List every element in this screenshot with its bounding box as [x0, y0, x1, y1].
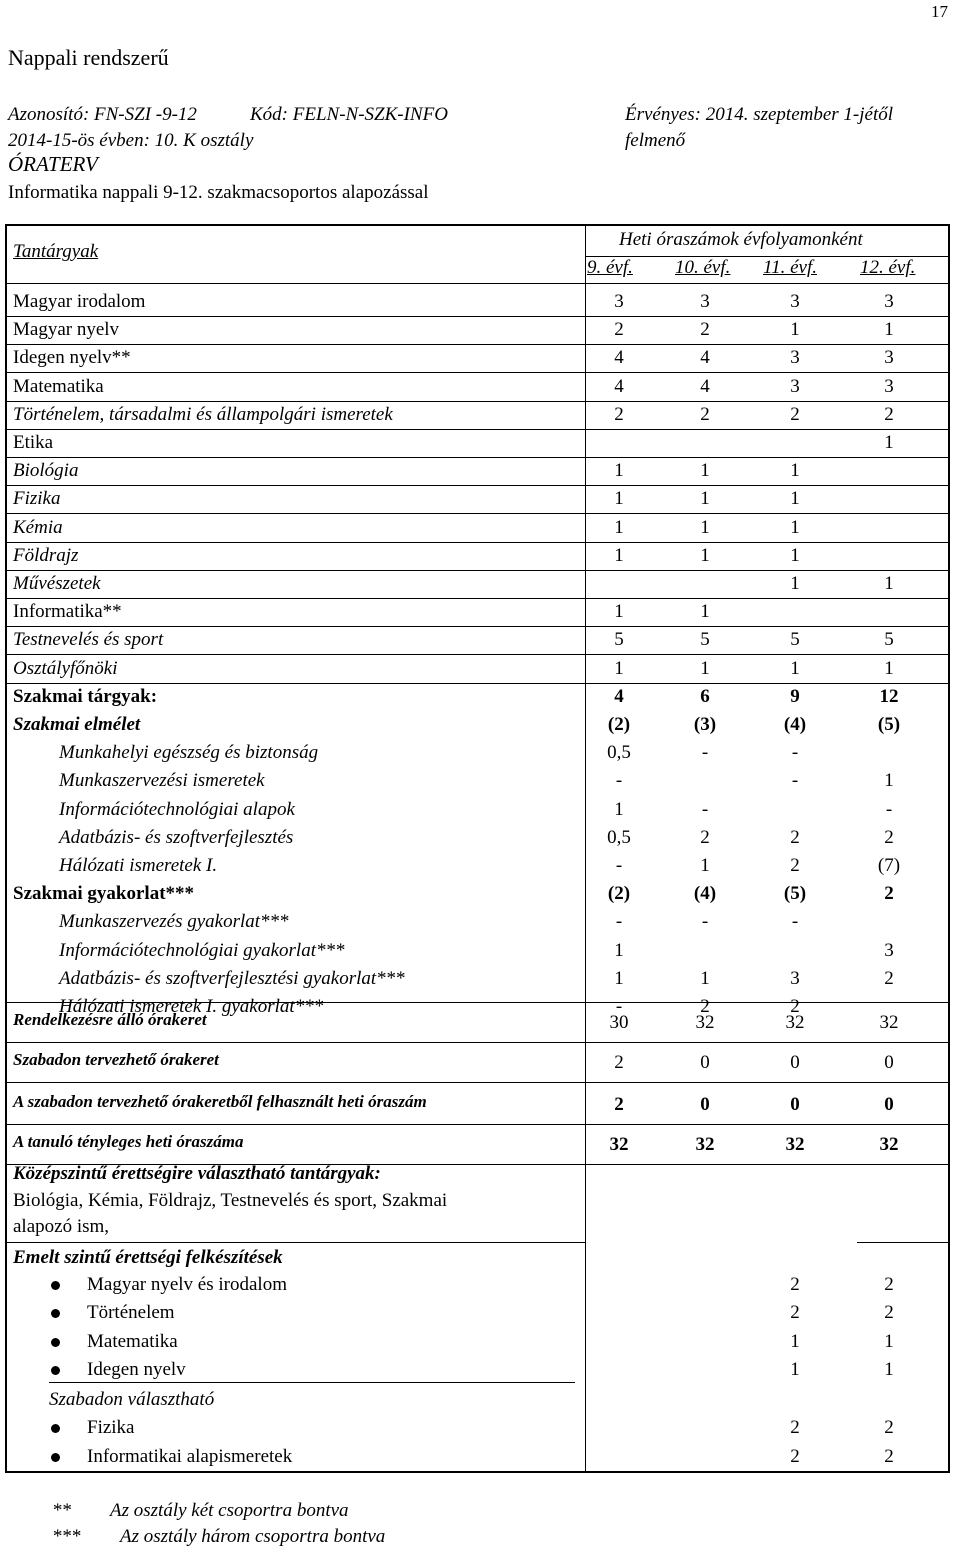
table-cell-11-evf: 1: [790, 516, 800, 538]
table-cell-12-evf: 2: [884, 826, 894, 848]
table-cell-10-evf: 4: [700, 347, 710, 369]
kozepszint-bottom-right: [857, 1242, 950, 1243]
table-cell-9-evf: -: [615, 770, 623, 792]
table-cell-12-evf: 1: [884, 432, 894, 453]
table-cell-10-evf: 1: [700, 516, 710, 538]
table-cell-10-evf: 3: [700, 291, 710, 312]
table-cell-10-evf: 1: [700, 601, 710, 623]
table-cell-9-evf: 1: [614, 939, 624, 961]
table-cell-9-evf: 1: [614, 544, 624, 566]
oraterv-table: [5, 224, 950, 1473]
table-cell-12-evf: 12: [879, 685, 899, 707]
table-cell-10-evf: 2: [700, 403, 710, 425]
bullet-icon: [51, 1424, 60, 1433]
table-row-name: Szakmai elmélet: [13, 714, 141, 735]
table-cell-11-evf: -: [791, 742, 799, 764]
felmeno-text: felmenő: [625, 130, 686, 151]
emelt-item-name: Történelem: [87, 1302, 175, 1324]
table-cell-11-evf: 1: [790, 544, 800, 566]
table-row-name: Művészetek: [13, 573, 101, 594]
table-cell-10-evf: -: [701, 742, 709, 764]
table-cell-10-evf: 1: [700, 488, 710, 510]
ervenyes-text: Érvényes: 2014. szeptember 1-jétől: [625, 104, 894, 125]
bullet-icon: [51, 1366, 60, 1375]
emelt-value-12-evf: 1: [884, 1358, 894, 1380]
footnote-mark-2: ***: [52, 1526, 81, 1547]
table-cell-10-evf: -: [701, 798, 709, 820]
table-row-name: Matematika: [13, 375, 104, 397]
table-cell-10-evf: 2: [700, 826, 710, 848]
table-cell-9-evf: 2: [614, 403, 624, 425]
evben-text: 2014-15-ös évben: 10. K osztály: [8, 130, 254, 151]
table-cell-9-evf: -: [615, 911, 623, 933]
summary-cell-11-evf: 32: [785, 1134, 805, 1155]
emelt-value-11-evf: 1: [790, 1358, 800, 1380]
summary-cell-10-evf: 0: [700, 1052, 710, 1073]
table-cell-9-evf: 3: [614, 291, 624, 312]
bullet-icon: [51, 1281, 60, 1290]
table-cell-9-evf: -: [615, 996, 623, 1017]
table-cell-12-evf: 3: [884, 347, 894, 369]
table-cell-11-evf: 3: [790, 967, 800, 989]
table-cell-9-evf: 4: [614, 375, 624, 397]
footnote-text-2: Az osztály három csoportra bontva: [120, 1526, 386, 1547]
table-cell-10-evf: (4): [693, 883, 717, 905]
table-row-name: Biológia: [13, 460, 79, 482]
summary-cell-11-evf: 32: [785, 1012, 805, 1033]
table-cell-9-evf: (2): [607, 714, 631, 735]
table-cell-9-evf: 1: [614, 657, 624, 679]
table-row-name: Testnevelés és sport: [13, 629, 164, 651]
emelt-item-name: Idegen nyelv: [87, 1358, 186, 1380]
table-cell-9-evf: 2: [614, 319, 624, 341]
szabadon-item-name: Informatikai alapismeretek: [87, 1445, 293, 1467]
table-cell-11-evf: 2: [790, 996, 800, 1017]
document-title: Nappali rendszerű: [8, 45, 169, 70]
table-row-name: Magyar nyelv: [13, 319, 120, 341]
header-year-11: 11. évf.: [763, 257, 817, 278]
table-cell-10-evf: 4: [700, 375, 710, 397]
header-year-10: 10. évf.: [675, 257, 731, 278]
table-cell-12-evf: (5): [877, 714, 901, 735]
table-row-name: Osztályfőnöki: [13, 657, 118, 679]
szabadon-value-11-evf: 2: [790, 1417, 800, 1438]
table-row-name: Magyar irodalom: [13, 291, 146, 312]
table-cell-12-evf: 3: [884, 939, 894, 961]
table-cell-11-evf: 1: [790, 319, 800, 341]
summary-cell-11-evf: 0: [790, 1094, 800, 1115]
table-cell-10-evf: 1: [700, 967, 710, 989]
summary-cell-10-evf: 0: [700, 1094, 710, 1115]
szabadon-item-name: Fizika: [87, 1417, 135, 1438]
summary-row-name: A szabadon tervezhető órakeretből felhasznált heti óraszám: [13, 1092, 427, 1111]
table-cell-11-evf: (4): [783, 714, 807, 735]
summary-row-name: A tanuló tényleges heti óraszáma: [13, 1132, 244, 1151]
table-cell-11-evf: 3: [790, 291, 800, 312]
emelt-value-11-evf: 2: [790, 1302, 800, 1324]
emelt-title: Emelt szintű érettségi felkészítések: [13, 1247, 283, 1268]
bullet-icon: [51, 1453, 60, 1462]
table-cell-12-evf: 3: [884, 291, 894, 312]
table-cell-9-evf: -: [615, 855, 623, 876]
footnote-text-1: Az osztály két csoportra bontva: [110, 1500, 349, 1521]
summary-line: [7, 1082, 950, 1083]
summary-cell-12-evf: 0: [884, 1052, 894, 1073]
table-cell-9-evf: 1: [614, 601, 624, 623]
informatika-heading: Informatika nappali 9-12. szakmacsoportos alapozással: [8, 182, 429, 203]
table-cell-11-evf: 1: [790, 488, 800, 510]
table-cell-9-evf: 1: [614, 967, 624, 989]
table-row-name: Etika: [13, 432, 54, 453]
table-cell-11-evf: 2: [790, 826, 800, 848]
table-cell-10-evf: 1: [700, 460, 710, 482]
table-cell-12-evf: 5: [884, 629, 894, 651]
summary-cell-9-evf: 30: [609, 1012, 629, 1033]
kozepszint-bottom-left: [7, 1242, 585, 1243]
emelt-divider: [49, 1382, 575, 1383]
table-cell-11-evf: 1: [790, 573, 800, 594]
table-cell-11-evf: -: [791, 770, 799, 792]
row-line: [7, 429, 950, 430]
summary-line: [7, 1042, 950, 1043]
summary-row-name: Rendelkezésre álló órakeret: [13, 1010, 207, 1029]
table-cell-9-evf: 0,5: [607, 826, 631, 848]
kozepszint-line2: alapozó ism,: [13, 1216, 110, 1237]
table-cell-12-evf: 1: [884, 573, 894, 594]
table-cell-9-evf: 5: [614, 629, 624, 651]
table-cell-10-evf: (3): [693, 714, 717, 735]
table-row-name: Szakmai gyakorlat***: [13, 883, 195, 905]
table-cell-12-evf: 1: [884, 657, 894, 679]
table-row-name: Fizika: [13, 488, 61, 510]
table-row-name: Földrajz: [13, 544, 79, 566]
table-cell-12-evf: 2: [884, 967, 894, 989]
column-divider-left: [585, 226, 586, 1473]
emelt-value-12-evf: 2: [884, 1274, 894, 1295]
table-cell-9-evf: 1: [614, 798, 624, 820]
table-row-name: Adatbázis- és szoftverfejlesztési gyakorlat***: [59, 967, 405, 989]
table-cell-9-evf: 1: [614, 488, 624, 510]
emelt-item-name: Matematika: [87, 1330, 178, 1352]
footnote-mark-1: **: [52, 1500, 71, 1521]
table-row-name: Szakmai tárgyak:: [13, 685, 158, 707]
emelt-value-12-evf: 2: [884, 1302, 894, 1324]
bullet-icon: [51, 1309, 60, 1318]
table-cell-10-evf: 1: [700, 855, 710, 876]
table-row-name: Történelem, társadalmi és állampolgári ismeretek: [13, 403, 393, 425]
table-cell-11-evf: 2: [790, 403, 800, 425]
table-cell-9-evf: (2): [607, 883, 631, 905]
summary-cell-10-evf: 32: [695, 1134, 715, 1155]
table-cell-11-evf: 2: [790, 855, 800, 876]
szabadon-value-12-evf: 2: [884, 1417, 894, 1438]
szabadon-value-11-evf: 2: [790, 1445, 800, 1467]
page-number: 17: [931, 2, 948, 21]
table-row-name: Munkaszervezési ismeretek: [59, 770, 265, 792]
header-heti-oraszamok: Heti óraszámok évfolyamonként: [619, 229, 863, 250]
emelt-item-name: Magyar nyelv és irodalom: [87, 1274, 287, 1295]
table-row-name: Munkahelyi egészség és biztonság: [59, 742, 319, 764]
summary-row-name: Szabadon tervezhető órakeret: [13, 1050, 219, 1069]
table-cell-10-evf: -: [701, 911, 709, 933]
emelt-value-11-evf: 1: [790, 1330, 800, 1352]
table-cell-9-evf: 1: [614, 516, 624, 538]
emelt-value-12-evf: 1: [884, 1330, 894, 1352]
table-cell-11-evf: -: [791, 911, 799, 933]
table-row-name: Hálózati ismeretek I. gyakorlat***: [59, 996, 324, 1017]
summary-line: [7, 1124, 950, 1125]
table-cell-11-evf: 3: [790, 347, 800, 369]
table-cell-11-evf: 3: [790, 375, 800, 397]
header-bottom-line: [7, 283, 950, 284]
table-cell-9-evf: 0,5: [607, 742, 631, 764]
table-cell-12-evf: 2: [884, 403, 894, 425]
azonosito-text: Azonosító: FN-SZI -9-12: [8, 104, 197, 125]
table-row-name: Idegen nyelv**: [13, 347, 131, 369]
table-cell-10-evf: 2: [700, 996, 710, 1017]
table-cell-10-evf: 5: [700, 629, 710, 651]
summary-cell-9-evf: 2: [614, 1094, 624, 1115]
table-row-name: Munkaszervezés gyakorlat***: [59, 911, 289, 933]
header-year-12: 12. évf.: [860, 257, 916, 278]
table-row-name: Kémia: [13, 516, 63, 538]
kozepszint-title: Középszintű érettségire választható tantárgyak:: [13, 1163, 381, 1184]
table-cell-11-evf: (5): [783, 883, 807, 905]
row-line: [7, 598, 950, 599]
table-cell-9-evf: 4: [614, 685, 624, 707]
kozepszint-line1: Biológia, Kémia, Földrajz, Testnevelés és sport, Szakmai: [13, 1190, 448, 1211]
szabadon-value-12-evf: 2: [884, 1445, 894, 1467]
header-year-9: 9. évf.: [587, 257, 633, 278]
table-row-name: Információtechnológiai alapok: [59, 798, 295, 820]
header-tantargyak: Tantárgyak: [13, 241, 99, 262]
header-divider: [585, 256, 950, 257]
table-cell-11-evf: 9: [790, 685, 800, 707]
table-cell-10-evf: 1: [700, 657, 710, 679]
summary-cell-12-evf: 32: [879, 1012, 899, 1033]
kod-text: Kód: FELN-N-SZK-INFO: [250, 104, 448, 125]
summary-cell-9-evf: 32: [609, 1134, 629, 1155]
oraterv-heading: ÓRATERV: [8, 152, 98, 176]
table-cell-11-evf: 5: [790, 629, 800, 651]
bullet-icon: [51, 1338, 60, 1347]
table-cell-12-evf: 1: [884, 770, 894, 792]
table-cell-12-evf: 3: [884, 375, 894, 397]
summary-cell-12-evf: 0: [884, 1094, 894, 1115]
table-cell-12-evf: 1: [884, 319, 894, 341]
table-cell-10-evf: 2: [700, 319, 710, 341]
emelt-value-11-evf: 2: [790, 1274, 800, 1295]
table-cell-12-evf: -: [885, 798, 893, 820]
summary-cell-12-evf: 32: [879, 1134, 899, 1155]
table-cell-12-evf: (7): [877, 855, 901, 876]
table-cell-11-evf: 1: [790, 460, 800, 482]
szabadon-label: Szabadon választható: [49, 1389, 215, 1410]
summary-cell-10-evf: 32: [695, 1012, 715, 1033]
table-row-name: Adatbázis- és szoftverfejlesztés: [59, 826, 294, 848]
table-row-name: Hálózati ismeretek I.: [59, 855, 218, 876]
table-row-name: Informatika**: [13, 601, 122, 623]
table-cell-11-evf: 1: [790, 657, 800, 679]
table-cell-12-evf: 2: [884, 883, 894, 905]
table-cell-10-evf: 1: [700, 544, 710, 566]
table-cell-9-evf: 1: [614, 460, 624, 482]
summary-cell-9-evf: 2: [614, 1052, 624, 1073]
table-cell-10-evf: 6: [700, 685, 710, 707]
table-cell-9-evf: 4: [614, 347, 624, 369]
table-row-name: Információtechnológiai gyakorlat***: [59, 939, 345, 961]
summary-cell-11-evf: 0: [790, 1052, 800, 1073]
